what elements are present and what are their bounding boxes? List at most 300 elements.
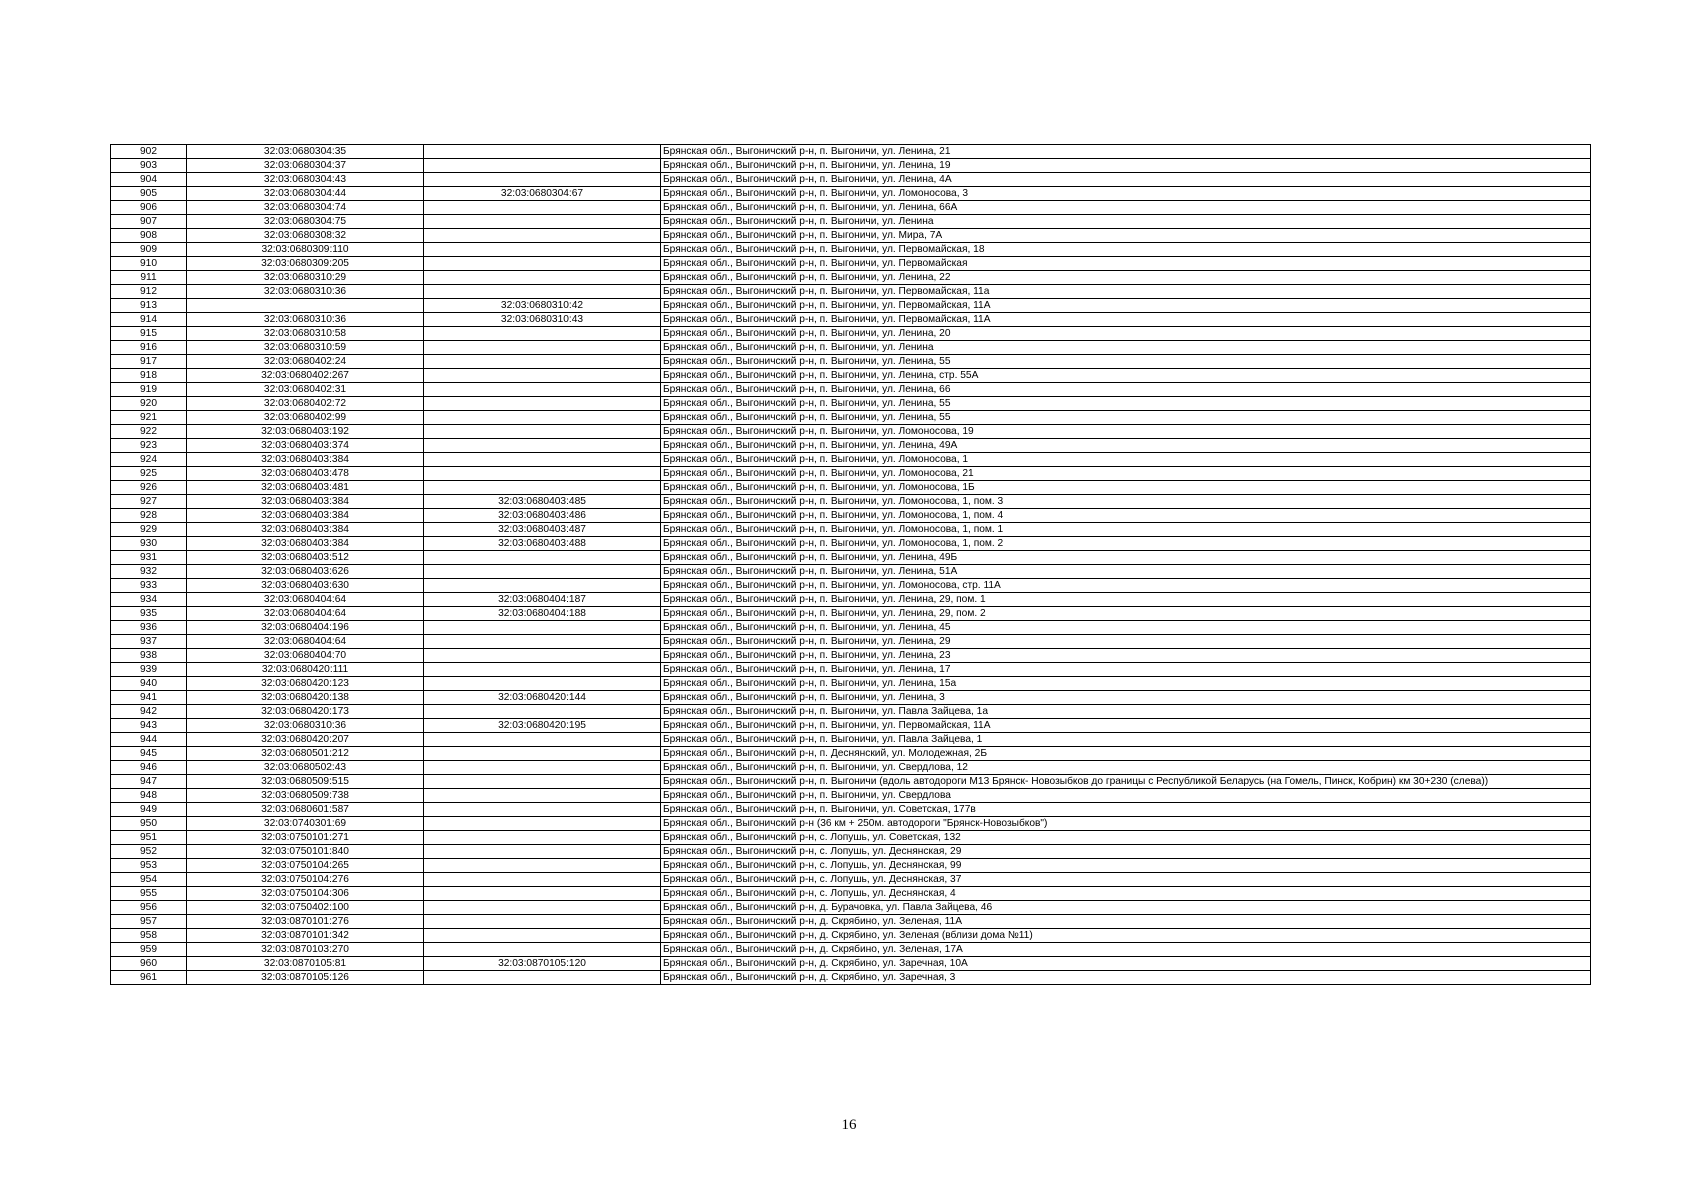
related-cadastral-number	[424, 439, 661, 453]
table-row	[111, 369, 1591, 383]
table-row	[111, 327, 1591, 341]
table-row	[111, 705, 1591, 719]
related-cadastral-number	[424, 159, 661, 173]
cadastral-number: 32:03:0870105:126	[187, 971, 424, 985]
address: Брянская обл., Выгоничский р-н, п. Выгоничи, ул. Ломоносова, 1Б	[661, 481, 1591, 495]
row-number: 923	[111, 439, 187, 453]
cadastral-number: 32:03:0680309:110	[187, 243, 424, 257]
cadastral-number: 32:03:0680403:512	[187, 551, 424, 565]
related-cadastral-number	[424, 327, 661, 341]
related-cadastral-number	[424, 285, 661, 299]
related-cadastral-number: 32:03:0680304:67	[424, 187, 661, 201]
related-cadastral-number	[424, 663, 661, 677]
cadastral-number: 32:03:0680304:35	[187, 145, 424, 159]
address: Брянская обл., Выгоничский р-н, п. Выгоничи, ул. Ленина	[661, 215, 1591, 229]
table-row	[111, 439, 1591, 453]
related-cadastral-number: 32:03:0680420:195	[424, 719, 661, 733]
row-number: 905	[111, 187, 187, 201]
cadastral-number: 32:03:0680404:64	[187, 593, 424, 607]
table-row	[111, 215, 1591, 229]
address: Брянская обл., Выгоничский р-н, п. Выгоничи, ул. Первомайская, 11А	[661, 299, 1591, 313]
row-number: 930	[111, 537, 187, 551]
table-row	[111, 719, 1591, 733]
address: Брянская обл., Выгоничский р-н, п. Выгоничи, ул. Первомайская, 11А	[661, 719, 1591, 733]
related-cadastral-number	[424, 201, 661, 215]
table-row	[111, 243, 1591, 257]
table-row	[111, 635, 1591, 649]
cadastral-number: 32:03:0680403:384	[187, 495, 424, 509]
row-number: 903	[111, 159, 187, 173]
row-number: 941	[111, 691, 187, 705]
row-number: 957	[111, 915, 187, 929]
table-row	[111, 299, 1591, 313]
cadastral-number: 32:03:0680304:43	[187, 173, 424, 187]
row-number: 948	[111, 789, 187, 803]
address: Брянская обл., Выгоничский р-н, д. Скрябино, ул. Зеленая, 17А	[661, 943, 1591, 957]
row-number: 954	[111, 873, 187, 887]
row-number: 922	[111, 425, 187, 439]
cadastral-number: 32:03:0680404:70	[187, 649, 424, 663]
address: Брянская обл., Выгоничский р-н, п. Выгоничи, ул. Ленина, 49Б	[661, 551, 1591, 565]
cadastral-number: 32:03:0740301:69	[187, 817, 424, 831]
related-cadastral-number	[424, 145, 661, 159]
related-cadastral-number	[424, 803, 661, 817]
cadastral-number: 32:03:0680402:99	[187, 411, 424, 425]
row-number: 920	[111, 397, 187, 411]
table-row	[111, 663, 1591, 677]
table-row	[111, 467, 1591, 481]
row-number: 959	[111, 943, 187, 957]
related-cadastral-number	[424, 789, 661, 803]
table-row	[111, 173, 1591, 187]
address: Брянская обл., Выгоничский р-н, п. Выгоничи, ул. Ленина, 20	[661, 327, 1591, 341]
cadastral-number: 32:03:0680402:31	[187, 383, 424, 397]
address: Брянская обл., Выгоничский р-н, с. Лопушь, ул. Деснянская, 99	[661, 859, 1591, 873]
address: Брянская обл., Выгоничский р-н, п. Выгоничи, ул. Ленина, стр. 55А	[661, 369, 1591, 383]
address: Брянская обл., Выгоничский р-н, п. Выгоничи, ул. Ленина, 29, пом. 2	[661, 607, 1591, 621]
row-number: 946	[111, 761, 187, 775]
table-row	[111, 537, 1591, 551]
table-row	[111, 901, 1591, 915]
table-row	[111, 733, 1591, 747]
related-cadastral-number	[424, 341, 661, 355]
related-cadastral-number	[424, 383, 661, 397]
address: Брянская обл., Выгоничский р-н, п. Выгоничи, ул. Ленина, 55	[661, 397, 1591, 411]
cadastral-number: 32:03:0680420:123	[187, 677, 424, 691]
related-cadastral-number	[424, 831, 661, 845]
cadastral-number: 32:03:0870101:276	[187, 915, 424, 929]
table-row	[111, 187, 1591, 201]
row-number: 925	[111, 467, 187, 481]
address: Брянская обл., Выгоничский р-н, п. Выгоничи (вдоль автодороги М13 Брянск- Новозыбков до границы с Республикой Беларусь (на Гомель, Пинск, Кобрин) км 30+230 (слева))	[661, 775, 1591, 789]
row-number: 950	[111, 817, 187, 831]
address: Брянская обл., Выгоничский р-н, п. Выгоничи, ул. Ленина, 45	[661, 621, 1591, 635]
address: Брянская обл., Выгоничский р-н, п. Выгоничи, ул. Ломоносова, 1, пом. 2	[661, 537, 1591, 551]
table-row	[111, 957, 1591, 971]
address: Брянская обл., Выгоничский р-н (36 км + 250м. автодороги "Брянск-Новозыбков")	[661, 817, 1591, 831]
related-cadastral-number	[424, 859, 661, 873]
address: Брянская обл., Выгоничский р-н, п. Выгоничи, ул. Павла Зайцева, 1	[661, 733, 1591, 747]
table-row	[111, 565, 1591, 579]
address: Брянская обл., Выгоничский р-н, с. Лопушь, ул. Деснянская, 4	[661, 887, 1591, 901]
row-number: 919	[111, 383, 187, 397]
cadastral-number: 32:03:0680601:587	[187, 803, 424, 817]
table-row	[111, 761, 1591, 775]
address: Брянская обл., Выгоничский р-н, п. Выгоничи, ул. Ломоносова, стр. 11А	[661, 579, 1591, 593]
related-cadastral-number	[424, 257, 661, 271]
registry-table-body	[111, 145, 1591, 985]
address: Брянская обл., Выгоничский р-н, п. Выгоничи, ул. Павла Зайцева, 1а	[661, 705, 1591, 719]
row-number: 902	[111, 145, 187, 159]
related-cadastral-number: 32:03:0680420:144	[424, 691, 661, 705]
table-row	[111, 817, 1591, 831]
table-row	[111, 691, 1591, 705]
table-row	[111, 943, 1591, 957]
related-cadastral-number	[424, 621, 661, 635]
row-number: 933	[111, 579, 187, 593]
cadastral-number: 32:03:0680403:384	[187, 453, 424, 467]
row-number: 936	[111, 621, 187, 635]
address: Брянская обл., Выгоничский р-н, п. Выгоничи, ул. Первомайская, 11а	[661, 285, 1591, 299]
table-row	[111, 873, 1591, 887]
address: Брянская обл., Выгоничский р-н, п. Выгоничи, ул. Ленина, 29	[661, 635, 1591, 649]
row-number: 960	[111, 957, 187, 971]
table-row	[111, 285, 1591, 299]
cadastral-number: 32:03:0750104:276	[187, 873, 424, 887]
table-row	[111, 523, 1591, 537]
cadastral-number: 32:03:0680403:192	[187, 425, 424, 439]
related-cadastral-number	[424, 243, 661, 257]
address: Брянская обл., Выгоничский р-н, д. Скрябино, ул. Зеленая, 11А	[661, 915, 1591, 929]
cadastral-number: 32:03:0680310:58	[187, 327, 424, 341]
related-cadastral-number	[424, 453, 661, 467]
row-number: 924	[111, 453, 187, 467]
related-cadastral-number	[424, 369, 661, 383]
related-cadastral-number	[424, 411, 661, 425]
related-cadastral-number	[424, 761, 661, 775]
address: Брянская обл., Выгоничский р-н, п. Выгоничи, ул. Ленина, 23	[661, 649, 1591, 663]
row-number: 942	[111, 705, 187, 719]
related-cadastral-number: 32:03:0680404:188	[424, 607, 661, 621]
related-cadastral-number	[424, 971, 661, 985]
address: Брянская обл., Выгоничский р-н, п. Выгоничи, ул. Ленина, 21	[661, 145, 1591, 159]
table-row	[111, 341, 1591, 355]
cadastral-number: 32:03:0680403:630	[187, 579, 424, 593]
cadastral-number: 32:03:0680420:207	[187, 733, 424, 747]
table-row	[111, 775, 1591, 789]
table-row	[111, 747, 1591, 761]
related-cadastral-number	[424, 173, 661, 187]
related-cadastral-number: 32:03:0680403:488	[424, 537, 661, 551]
cadastral-number: 32:03:0680310:59	[187, 341, 424, 355]
related-cadastral-number	[424, 733, 661, 747]
row-number: 935	[111, 607, 187, 621]
address: Брянская обл., Выгоничский р-н, д. Скрябино, ул. Заречная, 10А	[661, 957, 1591, 971]
cadastral-number: 32:03:0680403:478	[187, 467, 424, 481]
table-row	[111, 145, 1591, 159]
row-number: 952	[111, 845, 187, 859]
cadastral-number: 32:03:0680309:205	[187, 257, 424, 271]
related-cadastral-number	[424, 425, 661, 439]
cadastral-number: 32:03:0750402:100	[187, 901, 424, 915]
address: Брянская обл., Выгоничский р-н, п. Выгоничи, ул. Ленина, 49А	[661, 439, 1591, 453]
cadastral-number: 32:03:0680304:37	[187, 159, 424, 173]
related-cadastral-number	[424, 397, 661, 411]
table-row	[111, 803, 1591, 817]
row-number: 918	[111, 369, 187, 383]
cadastral-number: 32:03:0680304:44	[187, 187, 424, 201]
table-row	[111, 929, 1591, 943]
cadastral-number: 32:03:0870105:81	[187, 957, 424, 971]
row-number: 951	[111, 831, 187, 845]
cadastral-number: 32:03:0680404:64	[187, 635, 424, 649]
table-row	[111, 831, 1591, 845]
row-number: 914	[111, 313, 187, 327]
row-number: 949	[111, 803, 187, 817]
row-number: 944	[111, 733, 187, 747]
row-number: 917	[111, 355, 187, 369]
cadastral-number: 32:03:0680420:138	[187, 691, 424, 705]
address: Брянская обл., Выгоничский р-н, п. Выгоничи, ул. Ломоносова, 1	[661, 453, 1591, 467]
table-row	[111, 579, 1591, 593]
row-number: 909	[111, 243, 187, 257]
table-row	[111, 789, 1591, 803]
cadastral-number: 32:03:0680404:196	[187, 621, 424, 635]
table-row	[111, 649, 1591, 663]
table-row	[111, 229, 1591, 243]
row-number: 945	[111, 747, 187, 761]
address: Брянская обл., Выгоничский р-н, п. Выгоничи, ул. Ленина, 15а	[661, 677, 1591, 691]
table-row	[111, 593, 1591, 607]
table-row	[111, 271, 1591, 285]
table-row	[111, 887, 1591, 901]
address: Брянская обл., Выгоничский р-н, п. Выгоничи, ул. Ломоносова, 21	[661, 467, 1591, 481]
address: Брянская обл., Выгоничский р-н, п. Выгоничи, ул. Ленина, 55	[661, 411, 1591, 425]
table-row	[111, 453, 1591, 467]
row-number: 904	[111, 173, 187, 187]
related-cadastral-number	[424, 775, 661, 789]
cadastral-number: 32:03:0680402:72	[187, 397, 424, 411]
table-row	[111, 621, 1591, 635]
cadastral-number: 32:03:0680310:36	[187, 285, 424, 299]
table-row	[111, 481, 1591, 495]
related-cadastral-number	[424, 705, 661, 719]
address: Брянская обл., Выгоничский р-н, п. Выгоничи, ул. Советская, 177в	[661, 803, 1591, 817]
cadastral-number: 32:03:0680404:64	[187, 607, 424, 621]
address: Брянская обл., Выгоничский р-н, п. Выгоничи, ул. Первомайская, 11А	[661, 313, 1591, 327]
related-cadastral-number	[424, 929, 661, 943]
row-number: 947	[111, 775, 187, 789]
address: Брянская обл., Выгоничский р-н, п. Выгоничи, ул. Ленина, 19	[661, 159, 1591, 173]
related-cadastral-number	[424, 551, 661, 565]
row-number: 943	[111, 719, 187, 733]
address: Брянская обл., Выгоничский р-н, п. Выгоничи, ул. Ленина, 55	[661, 355, 1591, 369]
row-number: 940	[111, 677, 187, 691]
cadastral-number: 32:03:0680310:36	[187, 719, 424, 733]
related-cadastral-number	[424, 635, 661, 649]
address: Брянская обл., Выгоничский р-н, п. Выгоничи, ул. Ломоносова, 3	[661, 187, 1591, 201]
row-number: 934	[111, 593, 187, 607]
address: Брянская обл., Выгоничский р-н, п. Выгоничи, ул. Ленина	[661, 341, 1591, 355]
related-cadastral-number: 32:03:0680403:485	[424, 495, 661, 509]
row-number: 921	[111, 411, 187, 425]
row-number: 906	[111, 201, 187, 215]
related-cadastral-number: 32:03:0680403:486	[424, 509, 661, 523]
address: Брянская обл., Выгоничский р-н, п. Выгоничи, ул. Ломоносова, 1, пом. 1	[661, 523, 1591, 537]
cadastral-number: 32:03:0680402:267	[187, 369, 424, 383]
table-row	[111, 677, 1591, 691]
cadastral-number: 32:03:0870101:342	[187, 929, 424, 943]
table-row	[111, 159, 1591, 173]
row-number: 907	[111, 215, 187, 229]
related-cadastral-number	[424, 467, 661, 481]
row-number: 961	[111, 971, 187, 985]
related-cadastral-number	[424, 355, 661, 369]
cadastral-number: 32:03:0750104:306	[187, 887, 424, 901]
table-row	[111, 971, 1591, 985]
address: Брянская обл., Выгоничский р-н, п. Выгоничи, ул. Мира, 7А	[661, 229, 1591, 243]
row-number: 932	[111, 565, 187, 579]
related-cadastral-number	[424, 845, 661, 859]
related-cadastral-number	[424, 215, 661, 229]
related-cadastral-number	[424, 579, 661, 593]
address: Брянская обл., Выгоничский р-н, п. Выгоничи, ул. Ленина, 29, пом. 1	[661, 593, 1591, 607]
related-cadastral-number: 32:03:0680404:187	[424, 593, 661, 607]
cadastral-number: 32:03:0680310:36	[187, 313, 424, 327]
address: Брянская обл., Выгоничский р-н, п. Выгоничи, ул. Ленина, 4А	[661, 173, 1591, 187]
table-row	[111, 425, 1591, 439]
table-row	[111, 915, 1591, 929]
row-number: 958	[111, 929, 187, 943]
cadastral-number: 32:03:0680403:384	[187, 537, 424, 551]
address: Брянская обл., Выгоничский р-н, п. Выгоничи, ул. Свердлова	[661, 789, 1591, 803]
address: Брянская обл., Выгоничский р-н, д. Скрябино, ул. Заречная, 3	[661, 971, 1591, 985]
row-number: 955	[111, 887, 187, 901]
related-cadastral-number	[424, 481, 661, 495]
address: Брянская обл., Выгоничский р-н, п. Выгоничи, ул. Первомайская, 18	[661, 243, 1591, 257]
table-row	[111, 845, 1591, 859]
address: Брянская обл., Выгоничский р-н, с. Лопушь, ул. Деснянская, 37	[661, 873, 1591, 887]
table-row	[111, 257, 1591, 271]
related-cadastral-number	[424, 887, 661, 901]
table-row	[111, 495, 1591, 509]
related-cadastral-number: 32:03:0870105:120	[424, 957, 661, 971]
row-number: 926	[111, 481, 187, 495]
cadastral-number: 32:03:0680304:75	[187, 215, 424, 229]
related-cadastral-number	[424, 901, 661, 915]
table-row	[111, 355, 1591, 369]
row-number: 916	[111, 341, 187, 355]
cadastral-number	[187, 299, 424, 313]
cadastral-number: 32:03:0680304:74	[187, 201, 424, 215]
table-row	[111, 383, 1591, 397]
cadastral-number: 32:03:0680403:481	[187, 481, 424, 495]
cadastral-number: 32:03:0680420:111	[187, 663, 424, 677]
page-number: 16	[841, 1117, 857, 1133]
related-cadastral-number: 32:03:0680310:43	[424, 313, 661, 327]
address: Брянская обл., Выгоничский р-н, п. Выгоничи, ул. Первомайская	[661, 257, 1591, 271]
row-number: 911	[111, 271, 187, 285]
row-number: 939	[111, 663, 187, 677]
cadastral-number: 32:03:0680402:24	[187, 355, 424, 369]
address: Брянская обл., Выгоничский р-н, п. Выгоничи, ул. Ленина, 22	[661, 271, 1591, 285]
row-number: 938	[111, 649, 187, 663]
related-cadastral-number	[424, 817, 661, 831]
row-number: 912	[111, 285, 187, 299]
cadastral-number: 32:03:0680308:32	[187, 229, 424, 243]
address: Брянская обл., Выгоничский р-н, п. Выгоничи, ул. Ломоносова, 1, пом. 3	[661, 495, 1591, 509]
cadastral-number: 32:03:0750104:265	[187, 859, 424, 873]
row-number: 908	[111, 229, 187, 243]
table-row	[111, 551, 1591, 565]
cadastral-number: 32:03:0680403:384	[187, 509, 424, 523]
table-row	[111, 313, 1591, 327]
cadastral-number: 32:03:0870103:270	[187, 943, 424, 957]
address: Брянская обл., Выгоничский р-н, д. Бурачовка, ул. Павла Зайцева, 46	[661, 901, 1591, 915]
table-row	[111, 607, 1591, 621]
cadastral-number: 32:03:0750101:271	[187, 831, 424, 845]
table-row	[111, 201, 1591, 215]
related-cadastral-number	[424, 565, 661, 579]
related-cadastral-number	[424, 915, 661, 929]
row-number: 928	[111, 509, 187, 523]
related-cadastral-number	[424, 873, 661, 887]
row-number: 913	[111, 299, 187, 313]
cadastral-number: 32:03:0680420:173	[187, 705, 424, 719]
row-number: 956	[111, 901, 187, 915]
registry-table	[110, 144, 1591, 985]
address: Брянская обл., Выгоничский р-н, п. Деснянский, ул. Молодежная, 2Б	[661, 747, 1591, 761]
related-cadastral-number	[424, 271, 661, 285]
table-row	[111, 411, 1591, 425]
related-cadastral-number	[424, 649, 661, 663]
address: Брянская обл., Выгоничский р-н, п. Выгоничи, ул. Ломоносова, 1, пом. 4	[661, 509, 1591, 523]
related-cadastral-number	[424, 677, 661, 691]
row-number: 931	[111, 551, 187, 565]
row-number: 910	[111, 257, 187, 271]
address: Брянская обл., Выгоничский р-н, п. Выгоничи, ул. Ленина, 3	[661, 691, 1591, 705]
related-cadastral-number: 32:03:0680403:487	[424, 523, 661, 537]
row-number: 929	[111, 523, 187, 537]
cadastral-number: 32:03:0680501:212	[187, 747, 424, 761]
related-cadastral-number	[424, 943, 661, 957]
address: Брянская обл., Выгоничский р-н, п. Выгоничи, ул. Ломоносова, 19	[661, 425, 1591, 439]
cadastral-number: 32:03:0680509:738	[187, 789, 424, 803]
cadastral-number: 32:03:0680310:29	[187, 271, 424, 285]
address: Брянская обл., Выгоничский р-н, с. Лопушь, ул. Деснянская, 29	[661, 845, 1591, 859]
address: Брянская обл., Выгоничский р-н, п. Выгоничи, ул. Ленина, 66А	[661, 201, 1591, 215]
related-cadastral-number	[424, 747, 661, 761]
row-number: 927	[111, 495, 187, 509]
table-row	[111, 397, 1591, 411]
cadastral-number: 32:03:0680509:515	[187, 775, 424, 789]
cadastral-number: 32:03:0680502:43	[187, 761, 424, 775]
address: Брянская обл., Выгоничский р-н, п. Выгоничи, ул. Ленина, 51А	[661, 565, 1591, 579]
row-number: 915	[111, 327, 187, 341]
address: Брянская обл., Выгоничский р-н, с. Лопушь, ул. Советская, 132	[661, 831, 1591, 845]
row-number: 937	[111, 635, 187, 649]
related-cadastral-number: 32:03:0680310:42	[424, 299, 661, 313]
row-number: 953	[111, 859, 187, 873]
cadastral-number: 32:03:0680403:384	[187, 523, 424, 537]
related-cadastral-number	[424, 229, 661, 243]
address: Брянская обл., Выгоничский р-н, п. Выгоничи, ул. Ленина, 66	[661, 383, 1591, 397]
table-row	[111, 509, 1591, 523]
table-row	[111, 859, 1591, 873]
address: Брянская обл., Выгоничский р-н, п. Выгоничи, ул. Свердлова, 12	[661, 761, 1591, 775]
cadastral-number: 32:03:0680403:374	[187, 439, 424, 453]
cadastral-number: 32:03:0680403:626	[187, 565, 424, 579]
